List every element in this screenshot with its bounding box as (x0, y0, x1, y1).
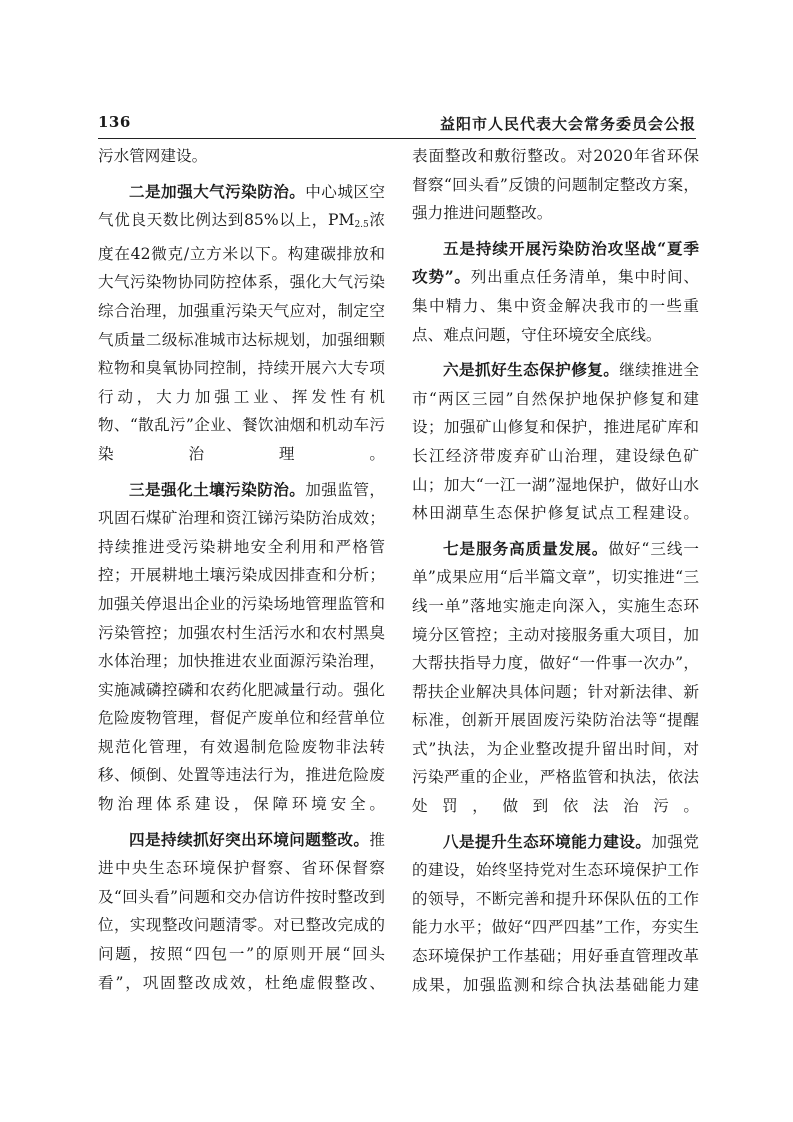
paragraph-lead: 六是抓好生态保护修复。 (443, 360, 620, 380)
paragraph-text: 列出重点任务清单，集中时间、集中精力、集中资金解决我市的一些重点、难点问题，守住环境安全底线。 (412, 268, 699, 344)
right-column (412, 142, 699, 999)
page-number: 136 (98, 113, 131, 131)
paragraph-continued (98, 142, 385, 171)
paragraph-capacity-building (412, 828, 699, 1000)
paragraph-ecological-restoration (412, 356, 699, 528)
paragraph-summer-offensive (412, 235, 699, 349)
left-column (98, 142, 385, 997)
paragraph-high-quality-development (412, 535, 699, 821)
paragraph-air-pollution (98, 178, 385, 469)
paragraph-lead: 二是加强大气污染防治。 (129, 181, 306, 201)
paragraph-lead: 四是持续抓好突出环境问题整改。 (129, 829, 370, 849)
paragraph-soil-pollution (98, 476, 385, 819)
paragraph-continued (412, 142, 699, 228)
paragraph-lead: 八是提升生态环境能力建设。 (443, 831, 652, 851)
paragraph-rectification (98, 826, 385, 998)
paragraph-lead: 五是持续开展污染防治攻坚战“夏季攻势”。 (412, 238, 699, 287)
paragraph-text: 中心城区空气优良天数比例达到85%以上，PM (98, 182, 385, 230)
page-header (98, 113, 696, 135)
paragraph-text: 加强监管，巩固石煤矿治理和资江锑污染防治成效；持续推进受污染耕地安全利用和严格管控；开展耕地土壤污染成因排查和分析；加强关停退出企业的污染场地管理监管和污染管控；加强农村生活污水和农村黑臭水体治理；加快推进农业面源污染治理，实施减磷控磷和农药化肥减量行动。强化危险废物管理，督促产废单位和经营单位规范化管理，有效遏制危险废物非法转移、倾倒、处置等违法行为，推进危险废物治理体系建设，保障环境安全。 (98, 480, 385, 814)
paragraph-text: 污水管网建设。 (98, 147, 208, 165)
paragraph-text: 推进中央生态环境保护督察、省环保督察及“回头看”问题和交办信访件按时整改到位，实现整改问题清零。对已整改完成的问题，按照“四包一”的原则开展“回头看”，巩固整改成效，杜绝虚假整改、 (98, 830, 385, 992)
paragraph-text: 浓度在42微克/立方米以下。构建碳排放和大气污染物协同防控体系，强化大气污染综合治理，加强重污染天气应对，制定空气质量二级标准城市达标规划，加强细颗粒物和臭氧协同控制，持续开展六大专项行动，大力加强工业、挥发性有机物、“散乱污”企业、餐饮油烟和机动车污染治理。 (98, 211, 385, 463)
paragraph-lead: 七是服务高质量发展。 (443, 538, 609, 558)
paragraph-text: 做好“三线一单”成果应用“后半篇文章”，切实推进“三线一单”落地实施走向深入，实施生态环境分区管控；主动对接服务重大项目，加大帮扶指导力度，做好“一件事一次办”，帮扶企业解决具体问题；针对新法律、新标准，创新开展固废污染防治法等“提醒式”执法，为企业整改提升留出时间，对污染严重的企业，严格监管和执法，依法处罚，做到依法治污。 (412, 539, 699, 816)
journal-title: 益阳市人民代表大会常务委员会公报 (439, 115, 696, 133)
paragraph-text: 继续推进全市“两区三园”自然保护地保护修复和建设；加强矿山修复和保护，推进尾矿库和长江经济带废弃矿山治理，建设绿色矿山；加大“一江一湖”湿地保护，做好山水林田湖草生态保护修复试点工程建设。 (412, 361, 699, 523)
subscript: 2.5 (354, 220, 369, 231)
header-rule (98, 138, 696, 139)
paragraph-lead: 三是强化土壤污染防治。 (129, 479, 306, 499)
paragraph-text: 加强党的建设，始终坚持党对生态环境保护工作的领导，不断完善和提升环保队伍的工作能力水平；做好“四严四基”工作，夯实生态环境保护工作基础；用好垂直管理改革成果，加强监测和综合执法基础能力建 (412, 832, 699, 994)
paragraph-text: 表面整改和敷衍整改。对2020年省环保督察“回头看”反馈的问题制定整改方案，强力推进问题整改。 (412, 147, 699, 223)
